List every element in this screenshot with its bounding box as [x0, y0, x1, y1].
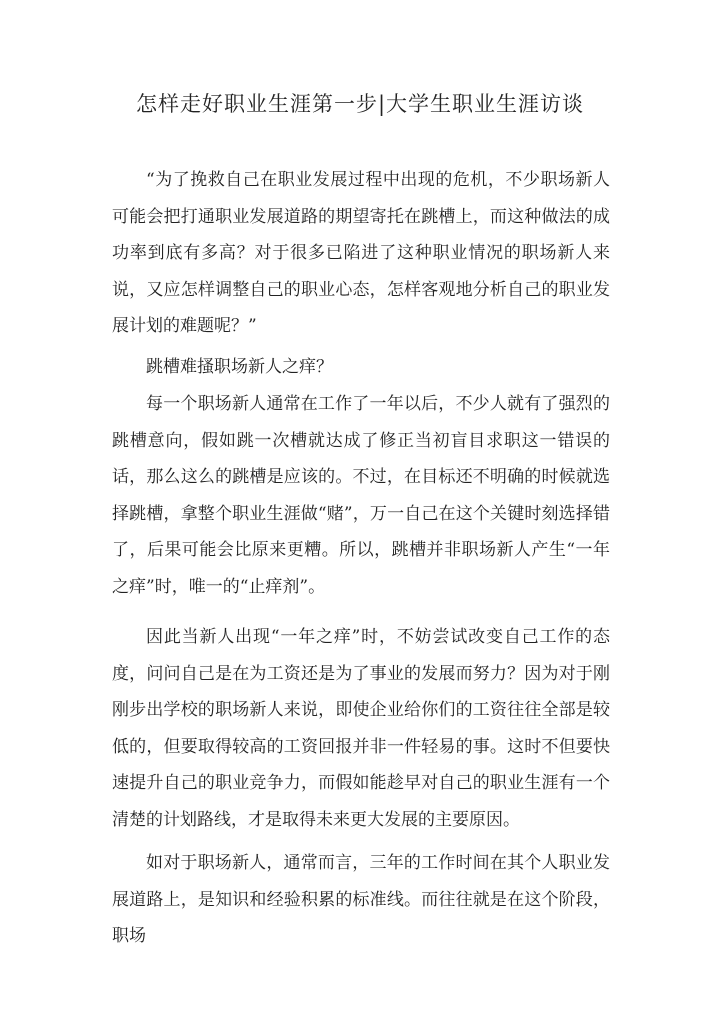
document-title: 怎样走好职业生涯第一步|大学生职业生涯访谈: [135, 92, 585, 116]
paragraph-three-years: 如对于职场新人，通常而言，三年的工作时间在其个人职业发展道路上，是知识和经验积累的标准线。而往往就是在这个阶段，职场: [112, 853, 610, 946]
paragraph-job-hopping: 每一个职场新人通常在工作了一年以后，不少人就有了强烈的跳槽意向，假如跳一次槽就达成了修正当初盲目求职这一错误的话，那么这么的跳槽是应该的。不过，在目标还不明确的时候就选择跳槽，拿整个职业生涯做“赌”，万一自己在这个关键时刻选择错了，后果可能会比原来更糟。所以，跳槽并非职场新人产生“一年之痒”时，唯一的“止痒剂”。: [112, 394, 610, 597]
section-heading: 跳槽难搔职场新人之痒？: [146, 357, 333, 377]
paragraph-attitude: 因此当新人出现“一年之痒”时，不妨尝试改变自己工作的态度，问问自己是在为工资还是为了事业的发展而努力？因为对于刚刚步出学校的职场新人来说，即使企业给你们的工资往往全部是较低的，但要取得较高的工资回报并非一件轻易的事。这时不但要快速提升自己的职业竞争力，而假如能趁早对自己的职业生涯有一个清楚的计划路线，才是取得未来更大发展的主要原因。: [112, 627, 610, 830]
paragraph-intro-quote: “为了挽救自己在职业发展过程中出现的危机，不少职场新人可能会把打通职业发展道路的期望寄托在跳槽上，而这种做法的成功率到底有多高？对于很多已陷进了这种职业情况的职场新人来说，又应怎样调整自己的职业心态，怎样客观地分析自己的职业发展计划的难题呢？”: [112, 170, 610, 336]
